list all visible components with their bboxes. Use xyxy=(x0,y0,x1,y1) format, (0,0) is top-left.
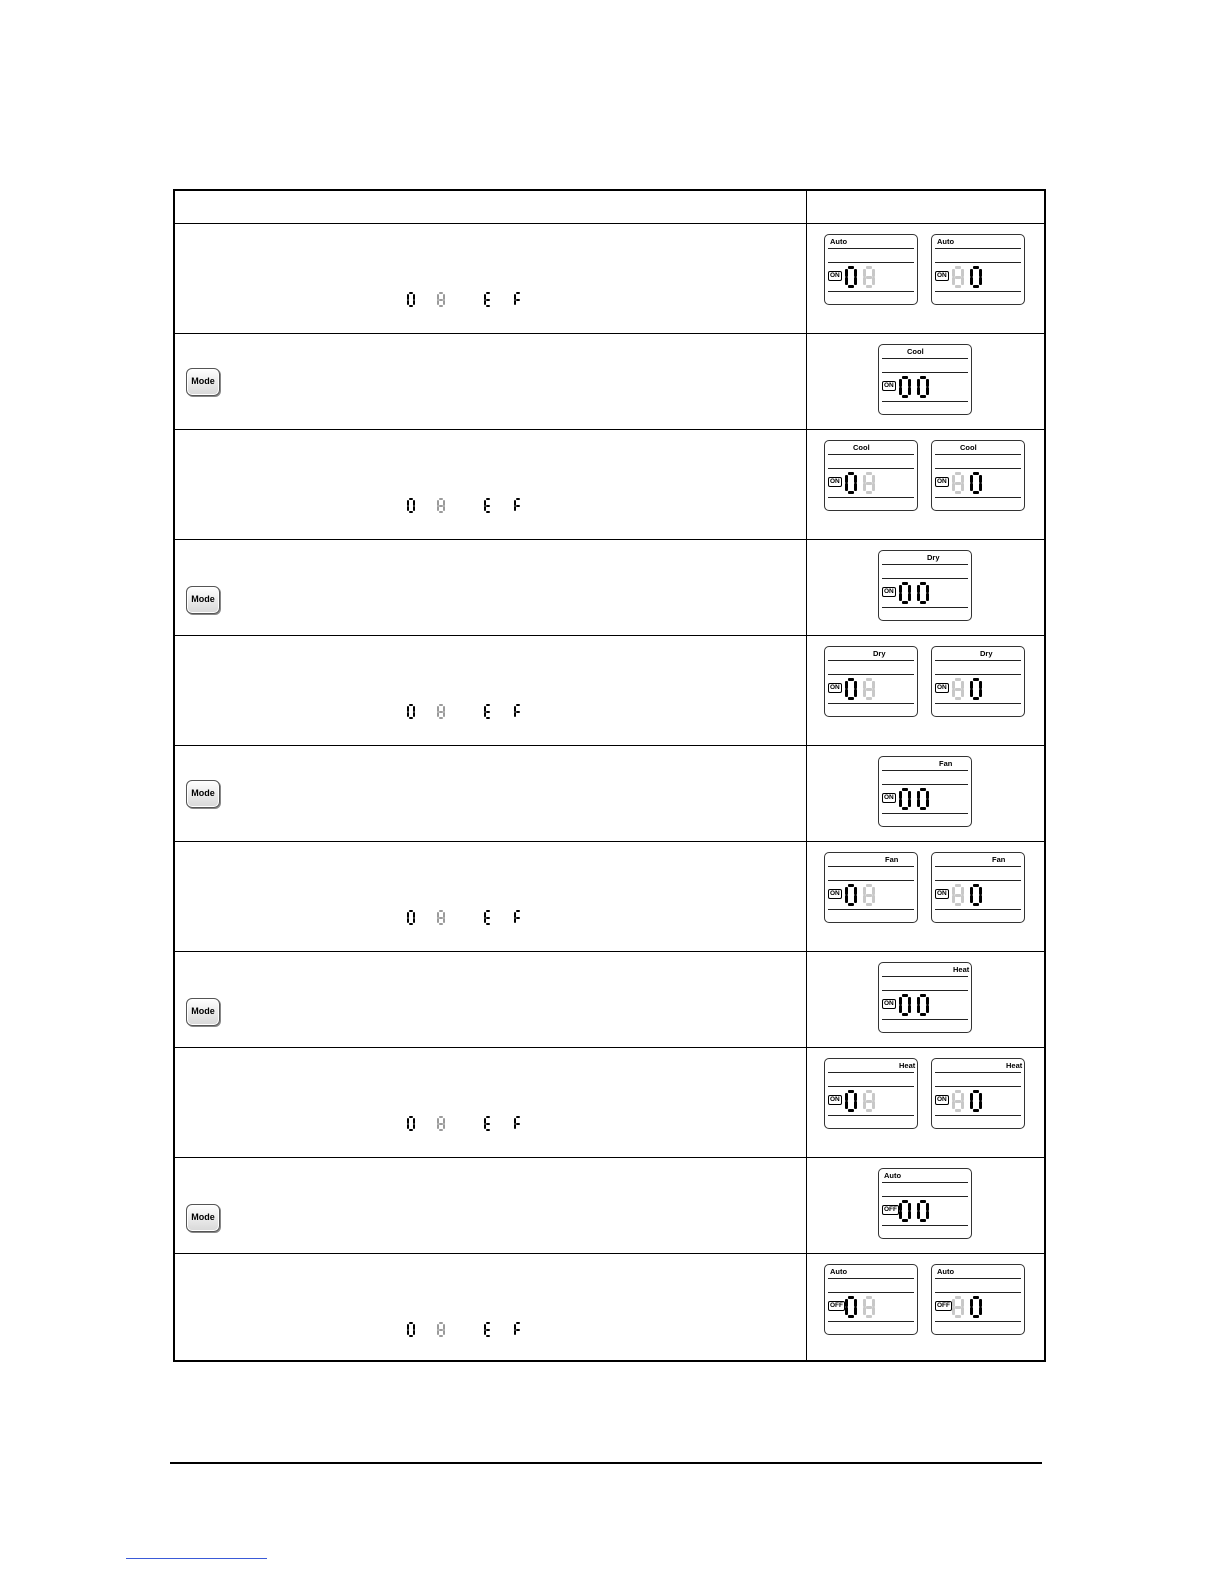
lcd-status-badge: ON xyxy=(830,1096,840,1103)
lcd-digit xyxy=(845,472,857,494)
lcd-status-badge: ON xyxy=(884,1000,894,1007)
code-char-E xyxy=(484,704,492,719)
code-char-E xyxy=(484,292,492,307)
code-char-0 xyxy=(407,910,415,925)
lcd-mode-label: Auto xyxy=(830,1267,848,1276)
lcd-rule xyxy=(828,674,914,675)
lcd-rule xyxy=(882,401,968,402)
lcd-status-badge: OFF xyxy=(937,1302,950,1309)
code-char-1 xyxy=(437,1116,445,1131)
lcd-rule xyxy=(882,1182,968,1183)
lcd-display xyxy=(878,1168,972,1239)
lcd-digit xyxy=(970,678,982,700)
lcd-rule xyxy=(828,1086,914,1087)
lcd-status-badge: ON xyxy=(884,382,894,389)
lcd-rule xyxy=(882,1019,968,1020)
mode-button[interactable]: Mode xyxy=(186,586,220,614)
lcd-display xyxy=(931,852,1025,923)
lcd-rule xyxy=(828,248,914,249)
lcd-rule xyxy=(882,770,968,771)
lcd-rule xyxy=(935,866,1021,867)
lcd-status-badge: OFF xyxy=(884,1206,897,1213)
lcd-digit xyxy=(952,472,964,494)
lcd-rule xyxy=(882,358,968,359)
lcd-digit xyxy=(863,266,875,288)
lcd-rule xyxy=(828,703,914,704)
footer-link-underline[interactable] xyxy=(126,1558,267,1559)
lcd-mode-label: Dry xyxy=(980,649,993,658)
lcd-display xyxy=(878,756,972,827)
code-char-0 xyxy=(407,1322,415,1337)
lcd-rule xyxy=(935,660,1021,661)
lcd-mode-label: Fan xyxy=(992,855,1006,864)
footer-rule xyxy=(170,1462,1042,1464)
lcd-status-badge: ON xyxy=(884,794,894,801)
lcd-digit xyxy=(952,678,964,700)
lcd-mode-label: Fan xyxy=(939,759,953,768)
mode-row xyxy=(175,746,1044,841)
code-char-0 xyxy=(407,498,415,513)
mode-button[interactable]: Mode xyxy=(186,780,220,808)
lcd-digit xyxy=(845,266,857,288)
lcd-digit xyxy=(970,472,982,494)
lcd-rule xyxy=(882,564,968,565)
code-char-F xyxy=(514,704,522,719)
code-char-1 xyxy=(437,704,445,719)
lcd-digit xyxy=(970,1296,982,1318)
lcd-rule xyxy=(935,291,1021,292)
code-char-E xyxy=(484,1116,492,1131)
lcd-digit xyxy=(899,376,911,398)
lcd-status-badge: ON xyxy=(937,684,947,691)
lcd-mode-label: Dry xyxy=(927,553,940,562)
lcd-status-badge: OFF xyxy=(830,1302,843,1309)
lcd-digit xyxy=(917,788,929,810)
lcd-rule xyxy=(828,909,914,910)
lcd-status-badge: ON xyxy=(937,272,947,279)
lcd-rule xyxy=(828,454,914,455)
lcd-rule xyxy=(828,866,914,867)
code-char-F xyxy=(514,292,522,307)
code-char-1 xyxy=(437,910,445,925)
lcd-digit xyxy=(845,678,857,700)
lcd-mode-label: Cool xyxy=(853,443,870,452)
lcd-digit xyxy=(845,1090,857,1112)
lcd-display xyxy=(824,852,918,923)
lcd-rule xyxy=(882,1196,968,1197)
lcd-digit xyxy=(970,884,982,906)
code-char-E xyxy=(484,1322,492,1337)
code-row xyxy=(175,636,1044,745)
lcd-display xyxy=(931,1264,1025,1335)
lcd-digit xyxy=(863,1296,875,1318)
mode-button[interactable]: Mode xyxy=(186,998,220,1026)
lcd-digit xyxy=(845,884,857,906)
mode-button[interactable]: Mode xyxy=(186,368,220,396)
mode-row xyxy=(175,1158,1044,1253)
lcd-mode-label: Cool xyxy=(960,443,977,452)
code-char-F xyxy=(514,910,522,925)
lcd-mode-label: Dry xyxy=(873,649,886,658)
lcd-rule xyxy=(935,248,1021,249)
code-row xyxy=(175,842,1044,951)
code-char-0 xyxy=(407,704,415,719)
lcd-status-badge: ON xyxy=(884,588,894,595)
lcd-display xyxy=(824,1058,918,1129)
lcd-rule xyxy=(935,909,1021,910)
code-char-F xyxy=(514,1116,522,1131)
lcd-status-badge: ON xyxy=(830,684,840,691)
lcd-digit xyxy=(917,1200,929,1222)
lcd-status-badge: ON xyxy=(937,890,947,897)
lcd-digit xyxy=(899,582,911,604)
lcd-display xyxy=(824,440,918,511)
lcd-mode-label: Auto xyxy=(937,237,955,246)
lcd-display xyxy=(931,440,1025,511)
lcd-digit xyxy=(917,376,929,398)
lcd-status-badge: ON xyxy=(830,890,840,897)
lcd-rule xyxy=(935,497,1021,498)
lcd-rule xyxy=(935,880,1021,881)
lcd-digit xyxy=(863,1090,875,1112)
lcd-rule xyxy=(882,990,968,991)
lcd-rule xyxy=(935,468,1021,469)
lcd-status-badge: ON xyxy=(830,272,840,279)
lcd-rule xyxy=(828,497,914,498)
lcd-digit xyxy=(863,472,875,494)
lcd-digit xyxy=(917,582,929,604)
lcd-rule xyxy=(828,1115,914,1116)
lcd-mode-label: Auto xyxy=(937,1267,955,1276)
code-row xyxy=(175,1254,1044,1363)
lcd-rule xyxy=(882,813,968,814)
mode-row xyxy=(175,334,1044,429)
lcd-digit xyxy=(863,884,875,906)
lcd-rule xyxy=(828,660,914,661)
lcd-digit xyxy=(970,1090,982,1112)
lcd-digit xyxy=(899,1200,911,1222)
lcd-rule xyxy=(935,262,1021,263)
lcd-digit xyxy=(952,266,964,288)
lcd-rule xyxy=(882,607,968,608)
lcd-digit xyxy=(899,788,911,810)
lcd-rule xyxy=(828,1321,914,1322)
lcd-rule xyxy=(935,454,1021,455)
lcd-digit xyxy=(899,994,911,1016)
lcd-rule xyxy=(935,1292,1021,1293)
lcd-rule xyxy=(935,1321,1021,1322)
code-row xyxy=(175,1048,1044,1157)
mode-row xyxy=(175,540,1044,635)
lcd-status-badge: ON xyxy=(830,478,840,485)
code-char-F xyxy=(514,1322,522,1337)
lcd-rule xyxy=(882,976,968,977)
lcd-status-badge: ON xyxy=(937,1096,947,1103)
lcd-rule xyxy=(828,880,914,881)
lcd-rule xyxy=(935,674,1021,675)
lcd-digit xyxy=(952,1296,964,1318)
lcd-mode-label: Heat xyxy=(1006,1061,1023,1070)
lcd-display xyxy=(931,646,1025,717)
lcd-digit xyxy=(917,994,929,1016)
code-char-0 xyxy=(407,1116,415,1131)
code-char-1 xyxy=(437,1322,445,1337)
lcd-rule xyxy=(935,1278,1021,1279)
lcd-rule xyxy=(828,1292,914,1293)
code-row xyxy=(175,430,1044,539)
lcd-mode-label: Cool xyxy=(907,347,924,356)
code-char-F xyxy=(514,498,522,513)
lcd-display xyxy=(931,234,1025,305)
lcd-rule xyxy=(882,578,968,579)
procedure-table xyxy=(173,189,1046,1362)
mode-row xyxy=(175,952,1044,1047)
code-char-0 xyxy=(407,292,415,307)
lcd-display xyxy=(878,550,972,621)
lcd-rule xyxy=(828,291,914,292)
lcd-rule xyxy=(882,1225,968,1226)
code-char-1 xyxy=(437,292,445,307)
lcd-mode-label: Heat xyxy=(899,1061,916,1070)
lcd-display xyxy=(931,1058,1025,1129)
lcd-rule xyxy=(935,1115,1021,1116)
lcd-digit xyxy=(952,884,964,906)
mode-button[interactable]: Mode xyxy=(186,1204,220,1232)
lcd-mode-label: Auto xyxy=(830,237,848,246)
code-char-E xyxy=(484,498,492,513)
lcd-display xyxy=(878,962,972,1033)
lcd-rule xyxy=(935,1086,1021,1087)
lcd-rule xyxy=(882,372,968,373)
lcd-display xyxy=(824,646,918,717)
lcd-rule xyxy=(828,468,914,469)
lcd-display xyxy=(824,1264,918,1335)
lcd-display xyxy=(878,344,972,415)
lcd-mode-label: Fan xyxy=(885,855,899,864)
code-row xyxy=(175,224,1044,333)
lcd-rule xyxy=(935,703,1021,704)
lcd-status-badge: ON xyxy=(937,478,947,485)
lcd-mode-label: Heat xyxy=(953,965,970,974)
lcd-rule xyxy=(935,1072,1021,1073)
code-char-E xyxy=(484,910,492,925)
lcd-mode-label: Auto xyxy=(884,1171,902,1180)
code-char-1 xyxy=(437,498,445,513)
lcd-rule xyxy=(882,784,968,785)
lcd-digit xyxy=(845,1296,857,1318)
lcd-digit xyxy=(863,678,875,700)
lcd-rule xyxy=(828,262,914,263)
lcd-display xyxy=(824,234,918,305)
lcd-digit xyxy=(952,1090,964,1112)
lcd-rule xyxy=(828,1278,914,1279)
lcd-digit xyxy=(970,266,982,288)
lcd-rule xyxy=(828,1072,914,1073)
